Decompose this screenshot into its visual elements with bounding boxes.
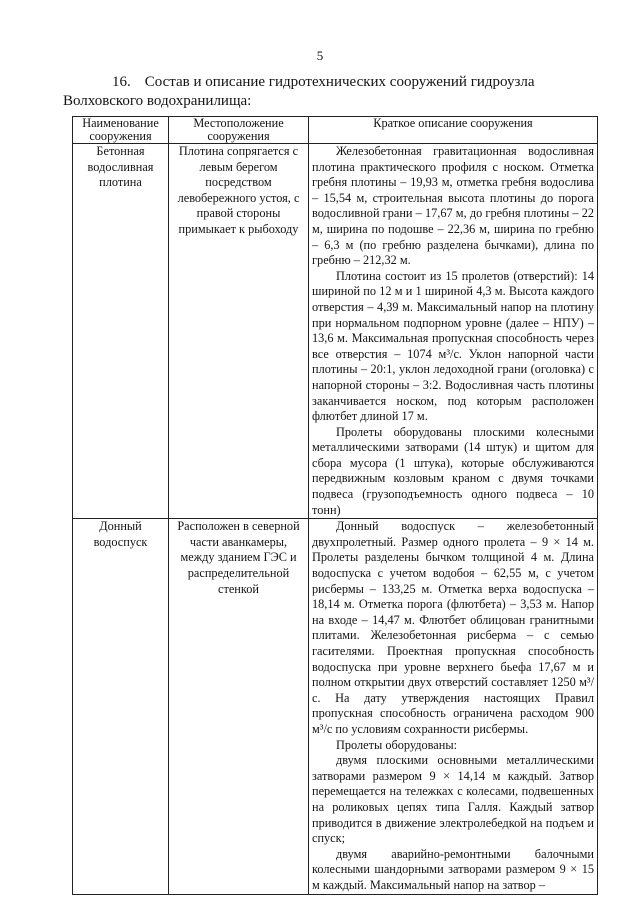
description-paragraph: двумя аварийно-ремонтными балочными колесными шандорными затворами размером 9 × 15 м каждый. Максимальный напор на затвор – — [312, 846, 594, 892]
structure-description — [309, 519, 598, 894]
description-paragraph: двумя плоскими основными металлическими затворами размером 9 × 14,14 м каждый. Затвор перемещается на тележках с колесами, подвешенных на роликовых цепях типа Галля. Каждый затвор приводится в движение электролебедкой на подъем и спуск; — [312, 753, 594, 846]
header-location: Местоположение сооружения — [169, 117, 309, 144]
description-paragraph: Пролеты оборудованы плоскими колесными металлическими затворами (14 штук) и щитом для сбора мусора (1 штука), которые обслуживаются передвижным козловым краном с двумя точками подвеса (грузоподъемность одного подвеса – 10 тонн) — [312, 424, 594, 517]
section-title: Состав и описание гидротехнических сооружений гидроузла Волховского водохранилища: — [63, 74, 535, 109]
structure-name: Бетонная водосливная плотина — [73, 144, 169, 519]
structure-location: Расположен в северной части аванкамеры, между зданием ГЭС и распределительной стенкой — [169, 519, 309, 894]
structure-name: Донный водоспуск — [73, 519, 169, 894]
description-paragraph: Донный водоспуск – железобетонный двухпролетный. Размер одного пролета – 9 × 14 м. Пролеты разделены бычком толщиной 4 м. Длина водоспуска с учетом водобоя – 62,55 м, с учетом рисбермы – 133,25 м. Отметка верха водоспуска – 18,14 м. Отметка порога (флютбета) – 3,53 м. Напор на входе – 14,47 м. Флютбет облицован гранитными плитами. Железобетонная рисберма – с семью гасителями. Проектная пропускная способность водоспуска при уровне верхнего бьефа 17,67 м и полном открытии двух отверстий составляет 1250 м³/с. На дату утверждения настоящих Правил пропускная способность ограничена расходом 900 м³/с по условиям сохранности рисбермы. — [312, 519, 594, 736]
table-header-row — [73, 117, 598, 144]
table-row — [73, 144, 598, 519]
description-paragraph: Пролеты оборудованы: — [336, 737, 457, 752]
structure-location: Плотина сопрягается с левым берегом посредством левобережного устоя, с правой стороны примыкает к рыбоходу — [169, 144, 309, 519]
description-paragraph: Железобетонная гравитационная водосливная плотина практического профиля с носком. Отметка гребня плотины – 19,93 м, отметка гребня водослива – 15,54 м, строительная высота плотины до порога водосливной грани – 17,67 м, до гребня плотины – 22 м, ширина по подошве – 22,36 м, ширина по гребню – 6,3 м (по гребню разделена бычками), длина по гребню – 212,32 м. — [312, 144, 594, 268]
section-number: 16. — [112, 74, 131, 90]
header-description: Краткое описание сооружения — [309, 117, 598, 144]
page-number: 5 — [316, 48, 324, 63]
structures-table — [72, 116, 598, 895]
section-heading — [63, 73, 603, 111]
header-name: Наименование сооружения — [73, 117, 169, 144]
table-row — [73, 519, 598, 894]
description-paragraph: Плотина состоит из 15 пролетов (отверстий): 14 шириной по 12 м и 1 шириной 4,3 м. Высота каждого отверстия – 4,39 м. Максимальный напор на плотину при нормальном подпорном уровне (далее – НПУ) – 13,6 м. Максимальная пропускная способность через все отверстия – 1074 м³/с. Уклон напорной части плотины – 20:1, уклон ледоходной грани (оголовка) с напорной стороны – 3:2. Водосливная часть плотины заканчивается носком, под которым расположен флютбет длиной 17 м. — [312, 268, 594, 424]
structure-description — [309, 144, 598, 519]
